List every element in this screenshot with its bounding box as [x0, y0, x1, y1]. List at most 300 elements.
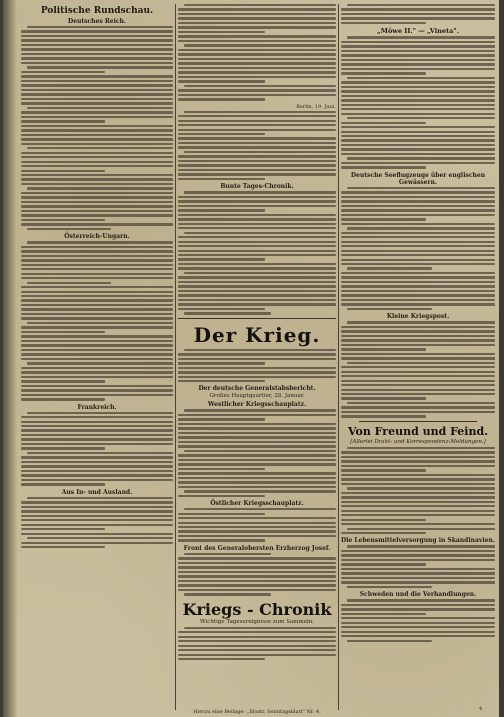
text-line	[341, 22, 426, 24]
text-line	[178, 58, 336, 60]
text-line	[178, 17, 336, 19]
text-line	[178, 80, 265, 82]
text-line	[27, 452, 173, 454]
text-line	[184, 85, 336, 87]
text-line	[178, 432, 336, 434]
text-line	[21, 438, 173, 440]
text-line	[178, 214, 336, 216]
text-line	[341, 406, 495, 408]
text-line	[341, 478, 495, 480]
text-line	[178, 76, 336, 78]
text-line	[21, 268, 173, 270]
text-line	[21, 299, 173, 301]
text-line	[341, 492, 495, 494]
text-line	[341, 214, 495, 216]
text-line	[341, 483, 495, 485]
text-line	[341, 563, 426, 565]
text-line	[178, 173, 336, 175]
text-line	[21, 344, 173, 346]
article-text	[341, 545, 495, 588]
text-line	[341, 139, 495, 141]
article-text	[178, 627, 336, 661]
text-line	[27, 537, 173, 539]
text-line	[178, 557, 336, 559]
text-line	[341, 510, 495, 512]
text-line	[21, 291, 173, 293]
text-line	[341, 81, 495, 83]
text-line	[21, 394, 173, 396]
text-line	[184, 490, 336, 492]
text-line	[178, 358, 336, 360]
text-line	[341, 148, 495, 150]
text-line	[341, 131, 495, 133]
text-line	[178, 522, 336, 524]
text-line	[21, 205, 173, 207]
text-line	[21, 71, 105, 73]
text-line	[341, 144, 495, 146]
text-line	[21, 461, 173, 463]
text-line	[341, 581, 495, 583]
text-line	[178, 196, 336, 198]
text-line	[21, 183, 173, 185]
generalstab-subheading: Großes Hauptquartier, 28. Januar.	[209, 393, 305, 400]
article-text	[341, 599, 495, 642]
text-line	[341, 451, 495, 453]
text-line	[341, 122, 426, 124]
text-line	[341, 501, 495, 503]
column-right	[341, 4, 495, 645]
text-line	[178, 267, 336, 269]
text-line	[347, 640, 432, 642]
text-line	[178, 513, 265, 515]
text-line	[21, 546, 105, 548]
text-line	[184, 232, 336, 234]
reich-heading: Deutsches Reich.	[67, 18, 127, 25]
text-line	[178, 26, 336, 28]
text-line	[341, 339, 495, 341]
text-line	[178, 308, 265, 310]
text-line	[341, 54, 495, 56]
text-line	[27, 228, 111, 230]
text-line	[178, 575, 336, 577]
lebensmittel-heading: Die Lebensmittelversorgung in Skandinavien.	[341, 537, 495, 545]
text-line	[21, 542, 173, 544]
text-line	[341, 456, 495, 458]
text-line	[21, 389, 173, 391]
text-line	[21, 75, 173, 77]
text-line	[341, 205, 495, 207]
kleine-kriegspost-heading: Kleine Kriegspost.	[386, 313, 450, 321]
text-line	[341, 72, 426, 74]
text-line	[341, 281, 495, 283]
text-line	[347, 4, 495, 6]
france-heading: Frankreich.	[77, 403, 117, 411]
schweden-heading: Schweden und die Verhandlungen.	[359, 591, 477, 599]
text-line	[347, 362, 495, 364]
text-line	[178, 472, 336, 474]
text-line	[178, 468, 265, 470]
text-line	[21, 80, 173, 82]
text-line	[21, 416, 173, 418]
text-line	[21, 358, 173, 360]
article-text	[178, 191, 336, 314]
text-line	[21, 304, 173, 306]
text-line	[178, 120, 336, 122]
text-line	[341, 13, 495, 15]
text-line	[21, 53, 173, 55]
text-line	[21, 447, 105, 449]
text-line	[27, 412, 173, 414]
text-line	[178, 654, 336, 656]
page-number: 4	[479, 706, 483, 712]
text-line	[21, 335, 173, 337]
text-line	[178, 241, 336, 243]
text-line	[178, 285, 336, 287]
text-line	[341, 380, 495, 382]
text-line	[178, 129, 336, 131]
column-middle	[178, 4, 336, 663]
text-line	[347, 308, 432, 310]
text-line	[341, 568, 495, 570]
text-line	[21, 134, 173, 136]
text-line	[21, 138, 173, 140]
text-line	[341, 348, 426, 350]
text-line	[341, 505, 495, 507]
article-text	[178, 349, 336, 383]
text-line	[341, 357, 495, 359]
text-line	[184, 553, 271, 555]
text-line	[21, 398, 105, 400]
text-line	[27, 107, 173, 109]
text-line	[184, 349, 336, 351]
text-line	[178, 254, 336, 256]
article-text	[21, 412, 173, 486]
text-line	[178, 209, 265, 211]
text-line	[21, 367, 173, 369]
text-line	[178, 22, 336, 24]
text-line	[178, 146, 336, 148]
text-line	[178, 290, 336, 292]
text-line	[341, 523, 495, 525]
text-line	[21, 129, 173, 131]
text-line	[341, 8, 495, 10]
section-divider	[359, 421, 477, 422]
text-line	[178, 137, 336, 139]
text-line	[184, 312, 271, 314]
article-text	[21, 26, 173, 230]
article-text	[341, 187, 495, 310]
article-text	[178, 4, 336, 101]
text-line	[347, 545, 495, 547]
text-line	[178, 299, 336, 301]
text-line	[21, 434, 173, 436]
text-line	[21, 174, 173, 176]
text-line	[178, 294, 336, 296]
text-line	[178, 205, 336, 207]
text-line	[341, 465, 495, 467]
text-line	[178, 371, 336, 373]
text-line	[21, 479, 173, 481]
text-line	[341, 162, 495, 164]
text-line	[341, 153, 495, 155]
text-line	[347, 157, 495, 159]
west-front-heading: Westlicher Kriegsschauplatz.	[207, 401, 307, 409]
text-line	[21, 170, 105, 172]
text-line	[178, 281, 336, 283]
text-line	[21, 349, 173, 351]
text-line	[341, 411, 495, 413]
text-line	[347, 36, 495, 38]
text-line	[21, 376, 173, 378]
text-line	[178, 124, 336, 126]
text-line	[178, 164, 336, 166]
text-line	[21, 156, 173, 158]
text-line	[341, 415, 426, 417]
text-line	[341, 86, 495, 88]
text-line	[178, 436, 336, 438]
text-line	[341, 299, 495, 301]
text-line	[347, 528, 495, 530]
text-line	[21, 93, 173, 95]
text-line	[341, 519, 426, 521]
text-line	[341, 474, 495, 476]
article-text	[178, 409, 336, 497]
text-line	[347, 402, 495, 404]
text-line	[21, 62, 173, 64]
text-line	[341, 294, 495, 296]
text-line	[21, 528, 105, 530]
text-line	[184, 44, 336, 46]
text-line	[341, 604, 495, 606]
text-line	[184, 191, 336, 193]
text-line	[178, 380, 265, 382]
text-line	[341, 59, 495, 61]
article-text	[178, 553, 336, 596]
text-line	[178, 31, 265, 33]
text-line	[178, 258, 265, 260]
text-line	[178, 236, 336, 238]
text-line	[347, 447, 495, 449]
text-line	[178, 517, 336, 519]
politics-heading: Politische Rundschau.	[40, 6, 154, 16]
text-line	[341, 326, 495, 328]
article-text	[178, 508, 336, 542]
text-line	[347, 117, 495, 119]
text-line	[341, 335, 495, 337]
text-line	[341, 241, 495, 243]
text-line	[21, 371, 173, 373]
text-line	[178, 94, 336, 96]
text-line	[178, 67, 336, 69]
text-line	[341, 532, 426, 534]
text-line	[341, 622, 495, 624]
text-line	[341, 41, 495, 43]
text-line	[178, 89, 336, 91]
text-line	[178, 562, 336, 564]
text-line	[341, 514, 495, 516]
text-line	[341, 63, 495, 65]
freund-feind-heading: Von Freund und Feind.	[347, 424, 489, 438]
text-line	[21, 161, 173, 163]
text-line	[341, 259, 495, 261]
text-line	[347, 321, 495, 323]
text-line	[341, 577, 495, 579]
text-line	[178, 155, 336, 157]
text-line	[184, 4, 336, 6]
text-line	[341, 285, 495, 287]
text-line	[21, 470, 173, 472]
text-line	[178, 463, 336, 465]
text-line	[178, 423, 336, 425]
text-line	[184, 111, 336, 113]
text-line	[178, 645, 336, 647]
text-line	[178, 178, 265, 180]
text-line	[27, 497, 173, 499]
text-line	[178, 303, 336, 305]
text-line	[21, 443, 173, 445]
text-line	[341, 254, 495, 256]
text-line	[184, 627, 336, 629]
east-front-heading: Östlicher Kriegsschauplatz.	[210, 500, 304, 508]
abroad-heading: Aus In- und Ausland.	[61, 488, 133, 496]
text-line	[341, 496, 495, 498]
vineta-heading: „Möwe II." — „Vineta".	[377, 27, 459, 36]
text-line	[21, 48, 173, 50]
text-line	[178, 40, 336, 42]
text-line	[178, 414, 336, 416]
text-line	[178, 530, 336, 532]
text-line	[178, 477, 336, 479]
text-line	[21, 385, 173, 387]
text-line	[178, 495, 265, 497]
text-line	[27, 282, 111, 284]
text-line	[341, 90, 495, 92]
text-line	[341, 236, 495, 238]
text-line	[21, 44, 173, 46]
text-line	[184, 409, 336, 411]
text-line	[341, 344, 495, 346]
column-rule	[338, 4, 339, 710]
text-line	[341, 250, 495, 252]
text-line	[341, 17, 495, 19]
article-text	[178, 111, 336, 181]
text-line	[341, 95, 495, 97]
text-line	[341, 375, 495, 377]
text-line	[21, 120, 105, 122]
text-line	[178, 133, 265, 135]
text-line	[178, 367, 336, 369]
text-line	[178, 535, 336, 537]
text-line	[21, 125, 173, 127]
text-line	[341, 469, 426, 471]
text-line	[184, 151, 336, 153]
text-line	[21, 223, 173, 225]
text-line	[178, 649, 336, 651]
text-line	[21, 214, 173, 216]
text-line	[341, 608, 495, 610]
text-line	[341, 371, 495, 373]
text-line	[184, 450, 336, 452]
text-line	[184, 508, 336, 510]
text-line	[341, 572, 495, 574]
text-line	[341, 50, 495, 52]
text-line	[27, 241, 173, 243]
text-line	[178, 571, 336, 573]
text-line	[21, 178, 173, 180]
text-line	[27, 26, 173, 28]
text-line	[21, 165, 173, 167]
tages-chronik-heading: Bunte Tages-Chronik.	[220, 183, 294, 191]
text-line	[21, 295, 173, 297]
text-line	[178, 263, 336, 265]
page-fold-shadow	[3, 0, 17, 717]
text-line	[21, 501, 173, 503]
text-line	[178, 636, 336, 638]
text-line	[178, 53, 336, 55]
text-line	[341, 272, 495, 274]
seaplanes-heading: Deutsche Seeflugzeuge über englischen Gewässern.	[350, 171, 486, 186]
text-line	[21, 331, 105, 333]
text-line	[341, 276, 495, 278]
text-line	[178, 353, 336, 355]
text-line	[21, 273, 173, 275]
text-line	[341, 290, 495, 292]
text-line	[178, 589, 336, 591]
text-line	[178, 584, 336, 586]
text-line	[341, 303, 495, 305]
article-text	[21, 241, 173, 400]
text-line	[178, 526, 336, 528]
text-line	[27, 322, 173, 324]
text-line	[178, 454, 336, 456]
kriegs-chronik-subtitle: Wichtige Tagesereignisse zum Sammeln.	[199, 618, 315, 625]
text-line	[21, 102, 173, 104]
text-line	[184, 593, 271, 595]
text-line	[178, 418, 265, 420]
text-line	[21, 196, 173, 198]
text-line	[178, 580, 336, 582]
text-line	[178, 486, 336, 488]
text-line	[341, 218, 426, 220]
text-line	[341, 554, 495, 556]
text-line	[341, 353, 495, 355]
text-line	[178, 227, 336, 229]
text-line	[178, 640, 336, 642]
text-line	[178, 566, 336, 568]
text-line	[21, 277, 173, 279]
column-rule	[175, 4, 176, 710]
text-line	[21, 510, 173, 512]
erzherzog-front-heading: Front des Generalobersten Erzherzog Josef.	[183, 544, 331, 552]
text-line	[347, 586, 432, 588]
text-line	[341, 626, 495, 628]
text-line	[21, 474, 173, 476]
text-line	[341, 393, 495, 395]
text-line	[178, 35, 336, 37]
text-line	[341, 397, 426, 399]
text-line	[184, 272, 336, 274]
text-line	[178, 250, 336, 252]
text-line	[347, 77, 495, 79]
text-line	[341, 104, 495, 106]
text-line	[21, 340, 173, 342]
dateline: Berlin, 19. Juni.	[296, 103, 336, 110]
text-line	[178, 142, 336, 144]
text-line	[21, 429, 173, 431]
text-line	[341, 613, 426, 615]
text-line	[341, 384, 495, 386]
text-line	[347, 187, 495, 189]
